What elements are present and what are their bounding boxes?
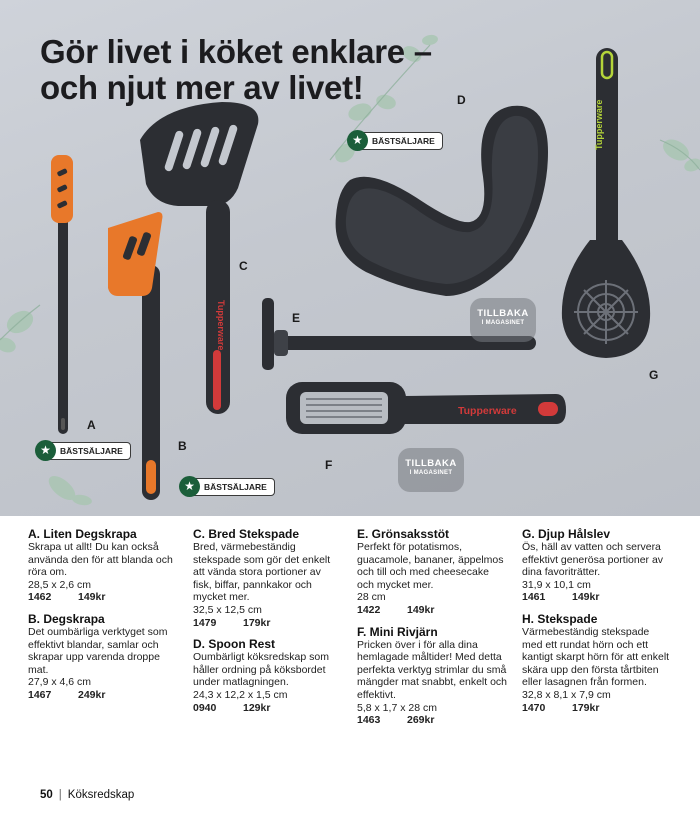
product-f-price: 269kr xyxy=(407,714,435,727)
product-g-dims: 31,9 x 10,1 cm xyxy=(522,578,591,591)
back-in-magazine-line1: TILLBAKA xyxy=(477,308,529,319)
product-h-price-row xyxy=(522,702,672,715)
product-f-dims: 5,8 x 1,7 x 28 cm xyxy=(357,701,437,714)
product-a-price: 149kr xyxy=(78,591,106,604)
product-h-title: H. Stekspade xyxy=(522,611,598,626)
product-b-desc: Det oumbärliga verktyget som effektivt blandar, samlar och skrapar upp varenda droppe mat. xyxy=(28,625,168,676)
product-g-desc: Ös, häll av vatten och servera effektivt generösa portioner av dina favoriträtter. xyxy=(522,541,664,579)
product-h-dims: 32,8 x 8,1 x 7,9 cm xyxy=(522,688,611,701)
footer-separator: | xyxy=(58,789,62,801)
star-icon: ★ xyxy=(179,476,200,497)
bestseller-badge-a xyxy=(40,442,131,460)
bestseller-badge-label: BÄSTSÄLJARE xyxy=(60,446,123,456)
product-a-dims: 28,5 x 2,6 cm xyxy=(28,578,92,591)
product-h-price: 179kr xyxy=(572,701,600,714)
product-f-code: 1463 xyxy=(357,714,381,727)
product-e-price: 149kr xyxy=(407,603,435,616)
product-b-dims: 27,9 x 4,6 cm xyxy=(28,676,92,689)
product-b-price: 249kr xyxy=(78,688,106,701)
product-d-title: D. Spoon Rest xyxy=(193,637,276,652)
product-a-small-scraper xyxy=(51,155,73,434)
product-c-code: 1479 xyxy=(193,616,217,629)
product-h-desc: Värmebeständig stekspade med ett rundat hörn och ett kantigt skarpt hörn för att enkelt skära upp den första tårtbiten eller lasagnen från formen. xyxy=(522,625,670,689)
product-b-code: 1467 xyxy=(28,688,52,701)
product-f-price-row xyxy=(357,714,507,727)
bestseller-badge-b xyxy=(184,478,275,496)
product-d-desc: Oumbärligt köksredskap som håller ordning på köksbordet under matlagningen. xyxy=(193,651,329,689)
product-g xyxy=(522,527,672,604)
product-c-title: C. Bred Stekspade xyxy=(193,527,300,541)
product-e-code: 1422 xyxy=(357,603,381,616)
section-name: Köksredskap xyxy=(67,789,135,801)
product-d-dims: 24,3 x 12,2 x 1,5 cm xyxy=(193,688,288,701)
star-icon: ★ xyxy=(35,440,56,461)
product-c-price: 179kr xyxy=(243,616,271,629)
product-e-title: E. Grönsaksstöt xyxy=(357,527,450,541)
product-d xyxy=(193,637,341,714)
svg-text:Tupperware: Tupperware xyxy=(594,99,604,150)
product-h-code: 1470 xyxy=(522,701,546,714)
product-g-price-row xyxy=(522,591,672,604)
svg-text:Tupperware: Tupperware xyxy=(216,300,226,351)
product-d-code: 0940 xyxy=(193,701,217,714)
column-3 xyxy=(357,527,507,735)
product-b xyxy=(28,612,176,702)
back-in-magazine-line2: I MAGASINET xyxy=(481,320,525,326)
product-g-title: G. Djup Hålslev xyxy=(522,527,611,541)
product-f-mini-grater xyxy=(286,382,566,434)
label-b: B xyxy=(178,439,187,453)
column-4 xyxy=(522,527,672,722)
column-2 xyxy=(193,527,341,722)
product-f xyxy=(357,625,507,727)
bestseller-badge-label: BÄSTSÄLJARE xyxy=(372,136,435,146)
product-a-desc: Skrapa ut allt! Du kan också använda den för att blanda och röra om. xyxy=(28,541,173,579)
product-a-title: A. Liten Degskrapa xyxy=(28,527,137,541)
star-icon: ★ xyxy=(347,130,368,151)
product-h xyxy=(522,612,672,714)
product-e xyxy=(357,527,507,617)
bestseller-badge-label: BÄSTSÄLJARE xyxy=(204,482,267,492)
product-e-dims: 28 cm xyxy=(357,591,386,604)
product-g-skimmer xyxy=(562,48,650,358)
back-in-magazine-line1: TILLBAKA xyxy=(405,458,457,469)
back-in-magazine-badge-f xyxy=(398,448,464,492)
label-g: G xyxy=(649,368,659,382)
product-b-title: B. Degskrapa xyxy=(28,611,105,626)
page-headline xyxy=(40,34,432,106)
column-1 xyxy=(28,527,176,710)
label-e: E xyxy=(292,311,301,325)
product-e-desc: Perfekt för potatismos, guacamole, bananer, äppelmos och till och med cheesecake och mycket mer. xyxy=(357,541,504,591)
product-a-price-row xyxy=(28,591,176,604)
product-d-price: 129kr xyxy=(243,701,271,714)
label-f: F xyxy=(325,458,333,472)
headline-line-2: och njut mer av livet! xyxy=(40,69,364,106)
product-b-price-row xyxy=(28,689,176,702)
product-f-desc: Pricken över i för alla dina hemlagade måltider! Med detta perfekta verktyg strimlar du små mängder mat snabbt, enkelt och effektivt. xyxy=(357,638,508,701)
product-g-price: 149kr xyxy=(572,591,600,604)
label-a: A xyxy=(87,418,96,432)
product-d-price-row xyxy=(193,702,341,715)
product-c xyxy=(193,527,341,629)
label-c: C xyxy=(239,259,248,273)
product-c-dims: 32,5 x 12,5 cm xyxy=(193,603,262,616)
page-footer xyxy=(40,789,134,801)
bestseller-badge-c xyxy=(352,132,443,150)
headline-line-1: Gör livet i köket enklare – xyxy=(40,33,432,70)
product-a xyxy=(28,527,176,604)
back-in-magazine-line2: I MAGASINET xyxy=(409,470,453,476)
page-number: 50 xyxy=(40,789,53,801)
product-c-price-row xyxy=(193,617,341,630)
product-g-code: 1461 xyxy=(522,591,546,604)
product-c-desc: Bred, värmebeständig stekspade som gör det enkelt att vända stora portioner av fisk, biffar, pannkakor och mycket mer. xyxy=(193,541,331,604)
label-d: D xyxy=(457,93,466,107)
product-e-price-row xyxy=(357,604,507,617)
product-a-code: 1462 xyxy=(28,591,52,604)
product-f-title: F. Mini Rivjärn xyxy=(357,624,438,639)
tupperware-logo: Tupperware xyxy=(458,405,517,417)
back-in-magazine-badge-e xyxy=(470,298,536,342)
